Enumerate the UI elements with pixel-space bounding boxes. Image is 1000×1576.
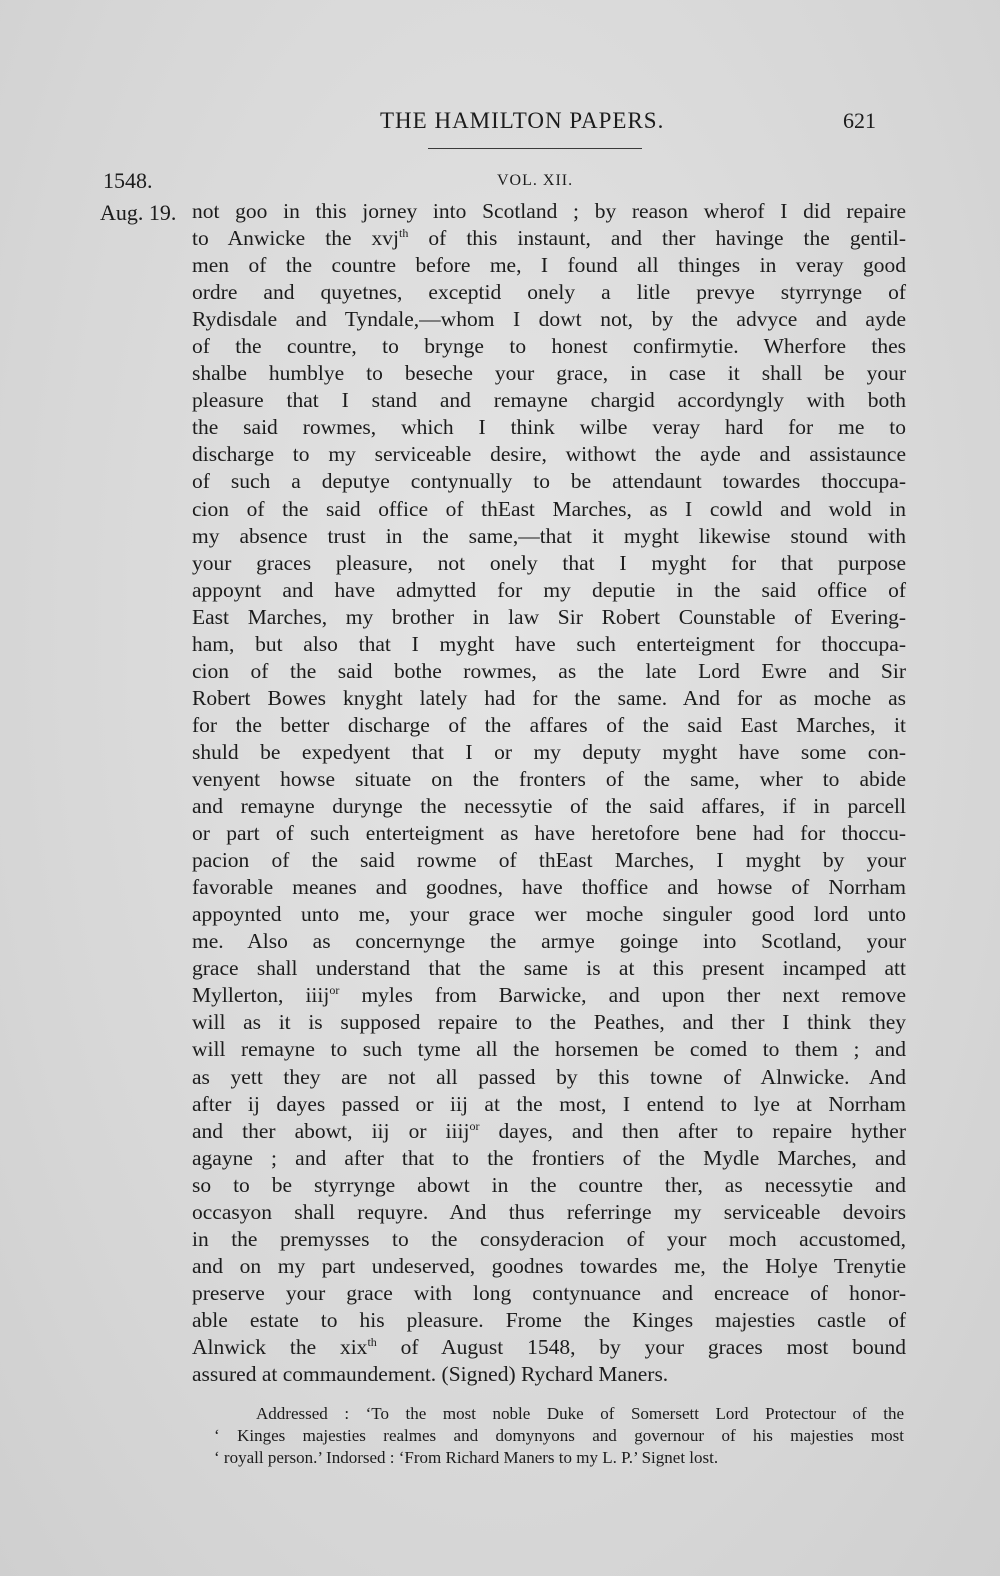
running-title: THE HAMILTON PAPERS. (380, 108, 665, 133)
letter-line: the said rowmes, which I think wilbe veray hard for me to (192, 415, 906, 440)
letter-line: as yett they are not all passed by this towne of Alnwicke. And (192, 1064, 906, 1089)
letter-line: my absence trust in the same,—that it myght likewise stound with (192, 523, 906, 548)
letter-line: ordre and quyetnes, exceptid onely a litle prevye styrrynge of (192, 280, 906, 305)
letter-line: shalbe humblye to beseche your grace, in case it shall be your (192, 361, 906, 386)
letter-line: preserve your grace with long contynuance and encreace of honor- (192, 1280, 906, 1305)
letter-line: for the better discharge of the affares of the said East Marches, it (192, 712, 906, 737)
letter-line: your graces pleasure, not onely that I myght for that purpose (192, 550, 906, 575)
note-line: Addressed : ‘To the most noble Duke of Somersett Lord Protectour of the (256, 1404, 904, 1423)
letter-line: venyent howse situate on the fronters of the same, wher to abide (192, 766, 906, 791)
letter-line: East Marches, my brother in law Sir Robert Counstable of Evering- (192, 604, 906, 629)
letter-line: and remayne durynge the necessytie of the said affares, if in parcell (192, 794, 906, 819)
letter-line: so to be styrrynge abowt in the countre ther, as necessytie and (192, 1172, 906, 1197)
letter-line: Alnwick the xix$^{th}$ of August 1548, by your graces most bound (192, 1334, 906, 1359)
margin-date: Aug. 19. (100, 200, 177, 225)
year-label: 1548. (103, 168, 153, 193)
letter-line: agayne ; and after that to the frontiers of the Mydle Marches, and (192, 1145, 906, 1170)
note-line: ‘ royall person.’ Indorsed : ‘From Richard Maners to my L. P.’ Signet lost. (214, 1448, 719, 1467)
letter-line: or part of such enterteigment as have heretofore bene had for thoccu- (192, 821, 906, 846)
letter-line: pleasure that I stand and remayne chargid accordyngly with both (192, 388, 906, 413)
letter-line: men of the countre before me, I found all thinges in veray good (192, 253, 906, 278)
superscript: or (469, 1118, 480, 1133)
letter-line: of such a deputye contynually to be attendaunt towardes thoccupa- (192, 469, 906, 494)
address-note (214, 1403, 904, 1469)
letter-line: occasyon shall requyre. And thus referringe my serviceable devoirs (192, 1199, 906, 1224)
letter-line: me. Also as concernynge the armye goinge into Scotland, your (192, 929, 906, 954)
letter-line: after ij dayes passed or iij at the most, I entend to lye at Norrham (192, 1091, 906, 1116)
letter-line: cion of the said bothe rowmes, as the late Lord Ewre and Sir (192, 658, 906, 683)
header-rule (428, 148, 642, 149)
letter-body (192, 198, 906, 1388)
letter-line: and ther abowt, iij or iiij$^{or}$ dayes, and then after to repaire hyther (192, 1118, 906, 1143)
volume-label: VOL. XII. (497, 172, 574, 189)
letter-line: Myllerton, iiij$^{or}$ myles from Barwicke, and upon ther next remove (192, 983, 906, 1008)
letter-line: Robert Bowes knyght lately had for the same. And for as moche as (192, 685, 906, 710)
letter-line: shuld be expedyent that I or my deputy myght have some con- (192, 739, 906, 764)
running-head (0, 108, 1000, 140)
page-number: 621 (843, 108, 876, 133)
letter-line: discharge to my serviceable desire, withowt the ayde and assistaunce (192, 442, 906, 467)
superscript: or (329, 983, 340, 998)
letter-line: and on my part undeserved, goodnes towardes me, the Holye Trenytie (192, 1253, 906, 1278)
letter-line: appoynt and have admytted for my deputie in the said office of (192, 577, 906, 602)
letter-line: of the countre, to brynge to honest confirmytie. Wherfore thes (192, 334, 906, 359)
letter-line: cion of the said office of thEast Marches, as I cowld and wold in (192, 496, 906, 521)
letter-line: assured at commaundement. (Signed) Rychard Maners. (192, 1362, 669, 1387)
letter-line: favorable meanes and goodnes, have thoffice and howse of Norrham (192, 875, 906, 900)
letter-line: pacion of the said rowme of thEast Marches, I myght by your (192, 848, 906, 873)
letter-line: ham, but also that I myght have such enterteigment for thoccupa- (192, 631, 906, 656)
note-line: ‘ Kinges majesties realmes and domynyons and governour of his majesties most (214, 1426, 904, 1445)
letter-line: Rydisdale and Tyndale,—whom I dowt not, by the advyce and ayde (192, 307, 906, 332)
superscript: th (367, 1334, 377, 1349)
letter-line: appoynted unto me, your grace wer moche singuler good lord unto (192, 902, 906, 927)
letter-line: will remayne to such tyme all the horsemen be comed to them ; and (192, 1037, 906, 1062)
letter-line: to Anwicke the xvj$^{th}$ of this instaunt, and ther havinge the gentil- (192, 226, 906, 251)
letter-line: in the premysses to the consyderacion of your moch accustomed, (192, 1226, 906, 1251)
letter-line: able estate to his pleasure. Frome the Kinges majesties castle of (192, 1307, 906, 1332)
letter-line: will as it is supposed repaire to the Peathes, and ther I think they (192, 1010, 906, 1035)
superscript: th (399, 226, 409, 241)
letter-line: grace shall understand that the same is at this present incamped att (192, 956, 906, 981)
letter-line: not goo in this jorney into Scotland ; by reason wherof I did repaire (192, 199, 906, 223)
